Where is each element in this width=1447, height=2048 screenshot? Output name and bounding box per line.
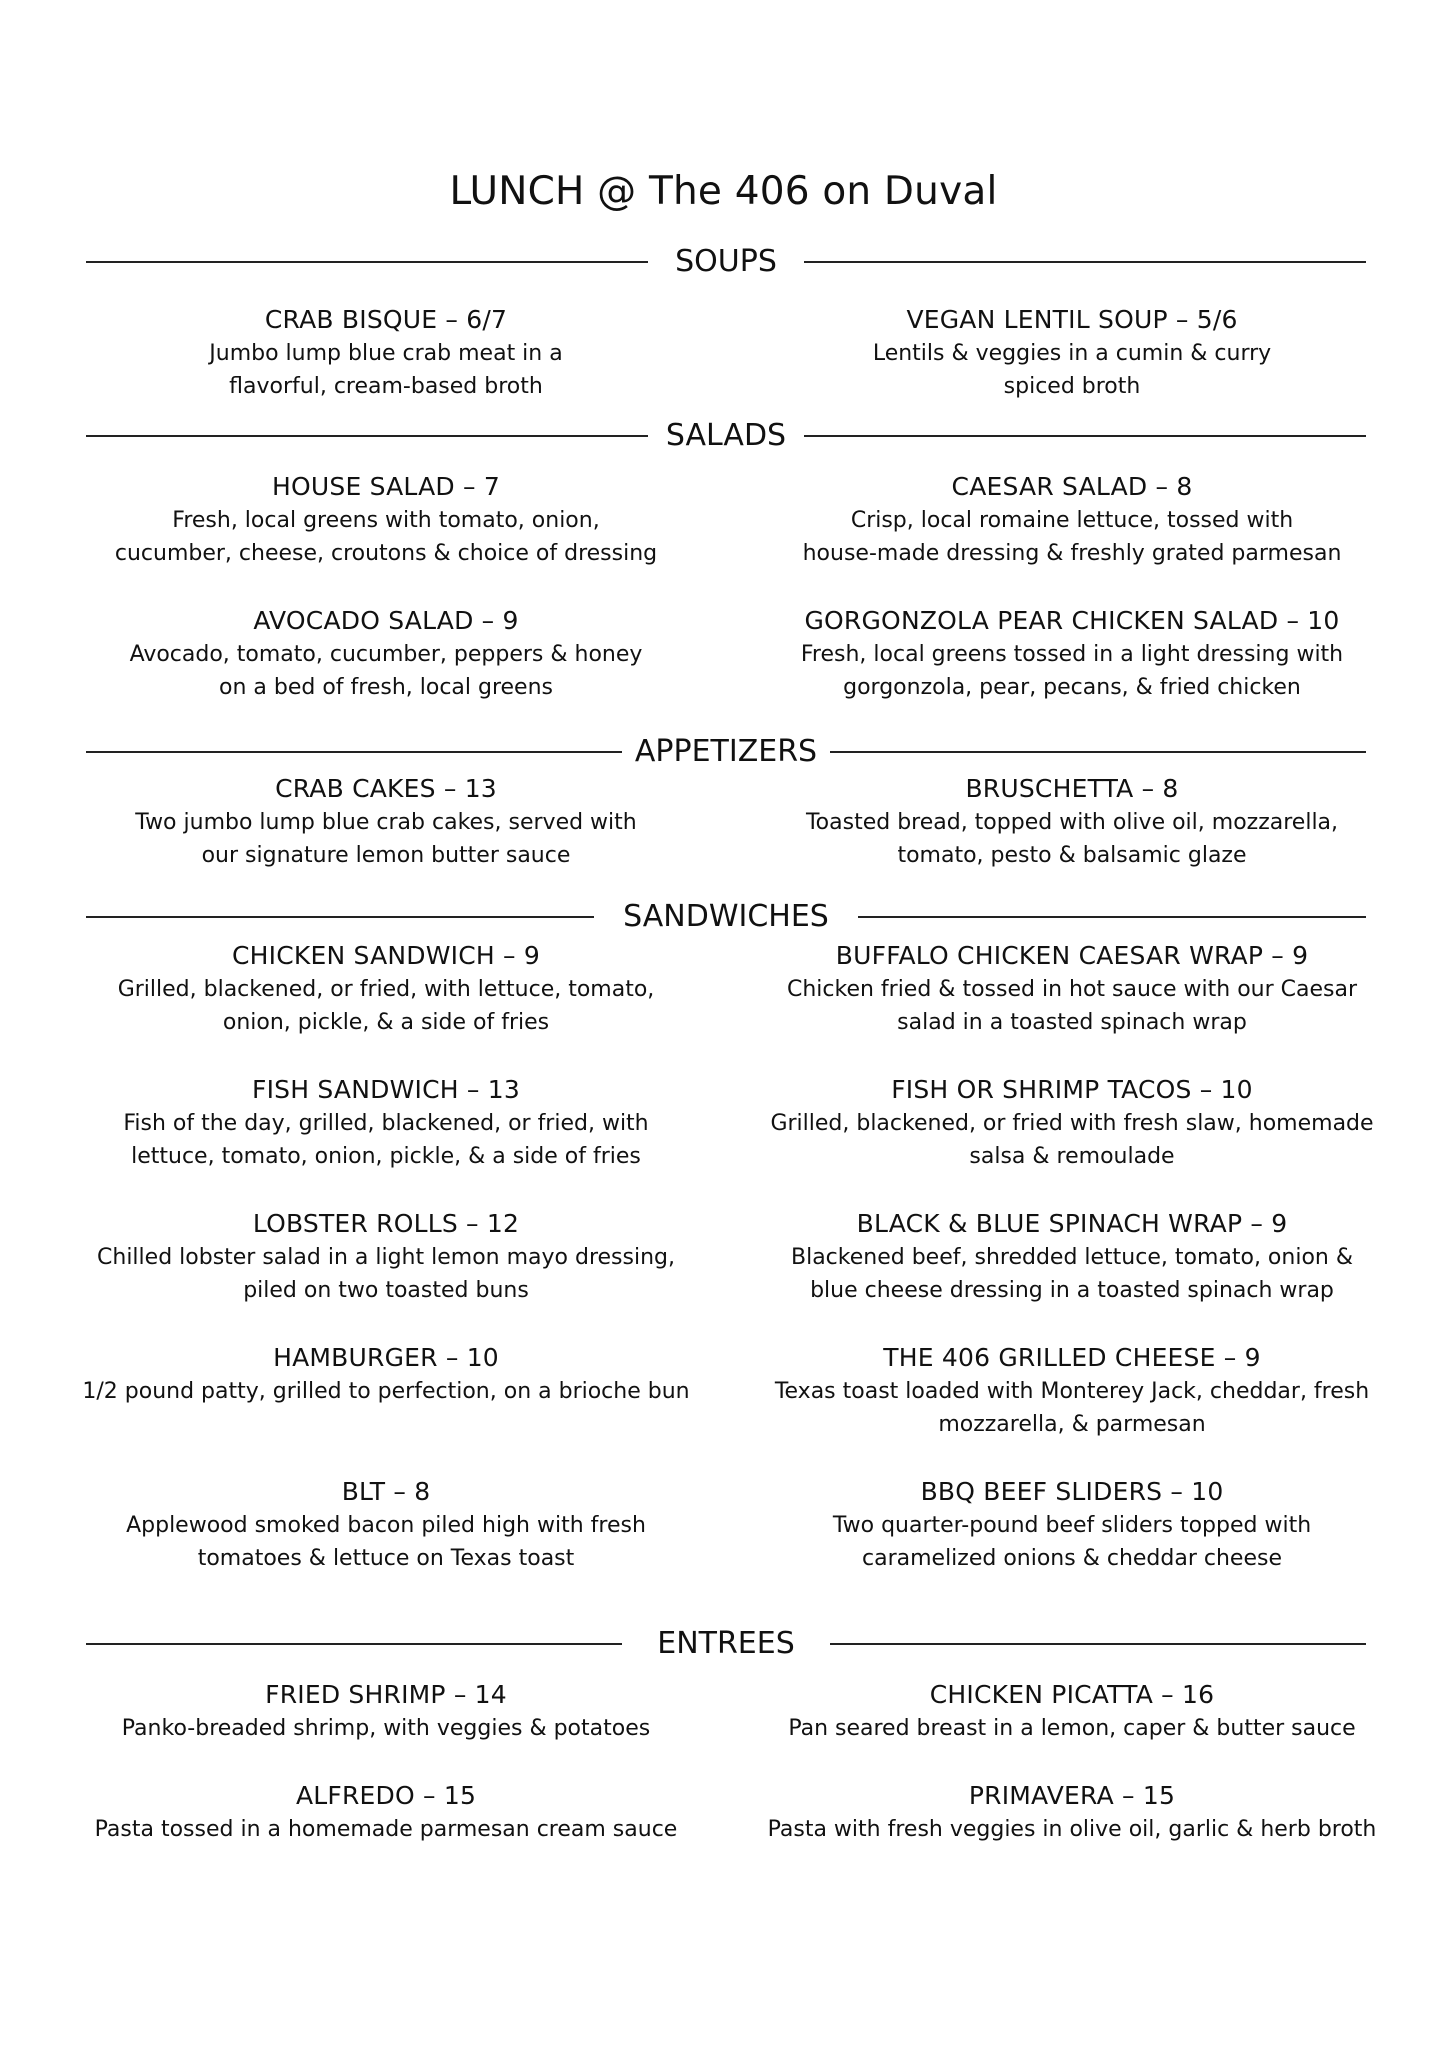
menu-item-desc: mozzarella, & parmesan	[938, 1412, 1206, 1437]
menu-item-name: FISH OR SHRIMP TACOS – 10	[891, 1075, 1253, 1104]
menu-item-desc: our signature lemon butter sauce	[201, 843, 571, 868]
menu-item-desc: Fish of the day, grilled, blackened, or fried, with	[123, 1111, 649, 1136]
menu-item-desc: spiced broth	[1003, 374, 1141, 399]
menu-item-desc: Applewood smoked bacon piled high with fresh	[126, 1513, 646, 1538]
menu-item-black-and-blue-spinach-wrap	[752, 1207, 1392, 1307]
section-header-soups	[86, 240, 1366, 284]
menu-item-chicken-sandwich	[66, 939, 706, 1039]
menu-item-desc: blue cheese dressing in a toasted spinach wrap	[810, 1278, 1334, 1303]
menu-item-desc: Fresh, local greens tossed in a light dressing with	[800, 642, 1344, 667]
menu-item-desc: salad in a toasted spinach wrap	[897, 1010, 1247, 1035]
menu-item-desc: Grilled, blackened, or fried with fresh slaw, homemade	[770, 1111, 1374, 1136]
menu-item-fish-sandwich	[66, 1073, 706, 1173]
menu-item-gorgonzola-pear-chicken-salad	[752, 604, 1392, 704]
menu-item-desc: on a bed of fresh, local greens	[218, 675, 554, 700]
menu-item-desc: Jumbo lump blue crab meat in a	[209, 341, 563, 366]
menu-item-desc: gorgonzola, pear, pecans, & fried chicken	[843, 675, 1301, 700]
menu-item-desc: Two quarter-pound beef sliders topped with	[832, 1513, 1312, 1538]
menu-item-caesar-salad	[752, 470, 1392, 570]
menu-item-desc: piled on two toasted buns	[243, 1278, 529, 1303]
menu-item-desc: Grilled, blackened, or fried, with lettuce, tomato,	[117, 977, 655, 1002]
section-title-sandwiches: SANDWICHES	[623, 899, 829, 934]
menu-item-hamburger	[66, 1341, 706, 1408]
menu-item-name: BLT – 8	[341, 1477, 431, 1506]
menu-item-name: BBQ BEEF SLIDERS – 10	[920, 1477, 1224, 1506]
menu-item-desc: lettuce, tomato, onion, pickle, & a side of fries	[131, 1144, 641, 1169]
menu-item-desc: Panko-breaded shrimp, with veggies & potatoes	[121, 1716, 651, 1741]
page-title: LUNCH @ The 406 on Duval	[449, 169, 998, 214]
section-header-appetizers	[86, 730, 1366, 774]
menu-item-lobster-rolls	[66, 1207, 706, 1307]
menu-item-name: CRAB BISQUE – 6/7	[264, 305, 508, 334]
menu-item-desc: cucumber, cheese, croutons & choice of dressing	[114, 541, 658, 566]
menu-item-avocado-salad	[66, 604, 706, 704]
menu-item-name: CAESAR SALAD – 8	[951, 472, 1193, 501]
divider-right	[804, 435, 1366, 437]
menu-item-name: BLACK & BLUE SPINACH WRAP – 9	[856, 1209, 1288, 1238]
menu-item-fried-shrimp	[66, 1678, 706, 1745]
menu-item-name: GORGONZOLA PEAR CHICKEN SALAD – 10	[804, 606, 1340, 635]
menu-item-name: THE 406 GRILLED CHEESE – 9	[883, 1343, 1261, 1372]
menu-item-name: CHICKEN PICATTA – 16	[929, 1680, 1215, 1709]
menu-item-fish-or-shrimp-tacos	[752, 1073, 1392, 1173]
menu-item-house-salad	[66, 470, 706, 570]
menu-item-blt	[66, 1475, 706, 1575]
menu-item-desc: tomato, pesto & balsamic glaze	[897, 843, 1247, 868]
menu-item-chicken-picatta	[752, 1678, 1392, 1745]
menu-item-name: CRAB CAKES – 13	[275, 774, 497, 803]
menu-item-desc: Pasta tossed in a homemade parmesan cream sauce	[94, 1817, 678, 1842]
section-header-sandwiches	[86, 895, 1366, 939]
menu-item-alfredo	[66, 1779, 706, 1846]
section-title-appetizers: APPETIZERS	[634, 734, 818, 769]
menu-item-desc: Blackened beef, shredded lettuce, tomato, onion &	[791, 1245, 1353, 1270]
menu-item-name: LOBSTER ROLLS – 12	[252, 1209, 520, 1238]
menu-item-vegan-lentil-soup	[752, 303, 1392, 403]
divider-right	[858, 916, 1366, 918]
menu-item-name: FRIED SHRIMP – 14	[265, 1680, 507, 1709]
menu-item-desc: Texas toast loaded with Monterey Jack, cheddar, fresh	[774, 1379, 1370, 1404]
menu-item-desc: flavorful, cream-based broth	[229, 374, 543, 399]
menu-item-name: FISH SANDWICH – 13	[252, 1075, 520, 1104]
menu-item-desc: Toasted bread, topped with olive oil, mozzarella,	[805, 810, 1339, 835]
menu-item-crab-cakes	[66, 772, 706, 872]
menu-item-buffalo-chicken-caesar-wrap	[752, 939, 1392, 1039]
menu-item-desc: Pan seared breast in a lemon, caper & butter sauce	[788, 1716, 1356, 1741]
menu-item-bbq-beef-sliders	[752, 1475, 1392, 1575]
menu-item-name: PRIMAVERA – 15	[968, 1781, 1176, 1810]
menu-item-name: BUFFALO CHICKEN CAESAR WRAP – 9	[835, 941, 1309, 970]
menu-item-406-grilled-cheese	[752, 1341, 1392, 1441]
menu-item-desc: Lentils & veggies in a cumin & curry	[872, 341, 1272, 366]
menu-item-desc: Avocado, tomato, cucumber, peppers & honey	[129, 642, 643, 667]
menu-item-desc: caramelized onions & cheddar cheese	[862, 1546, 1282, 1571]
menu-item-desc: house-made dressing & freshly grated parmesan	[802, 541, 1342, 566]
menu-item-desc: Pasta with fresh veggies in olive oil, garlic & herb broth	[767, 1817, 1377, 1842]
menu-item-desc: Crisp, local romaine lettuce, tossed with	[850, 508, 1294, 533]
menu-item-primavera	[752, 1779, 1392, 1846]
menu-item-desc: onion, pickle, & a side of fries	[222, 1010, 550, 1035]
menu-item-name: ALFREDO – 15	[295, 1781, 477, 1810]
section-header-salads	[86, 414, 1366, 458]
menu-item-desc: Fresh, local greens with tomato, onion,	[172, 508, 600, 533]
divider-right	[830, 751, 1366, 753]
section-title-salads: SALADS	[665, 418, 787, 453]
menu-item-name: CHICKEN SANDWICH – 9	[232, 941, 540, 970]
menu-item-crab-bisque	[66, 303, 706, 403]
menu-item-desc: tomatoes & lettuce on Texas toast	[197, 1546, 575, 1571]
section-header-entrees	[86, 1622, 1366, 1666]
menu-item-desc: Two jumbo lump blue crab cakes, served with	[135, 810, 637, 835]
section-title-soups: SOUPS	[675, 244, 777, 279]
menu-item-name: BRUSCHETTA – 8	[965, 774, 1179, 803]
menu-item-name: VEGAN LENTIL SOUP – 5/6	[906, 305, 1238, 334]
divider-right	[830, 1643, 1366, 1645]
menu-item-bruschetta	[752, 772, 1392, 872]
menu-item-name: HAMBURGER – 10	[273, 1343, 499, 1372]
menu-item-name: AVOCADO SALAD – 9	[253, 606, 519, 635]
menu-item-desc: 1/2 pound patty, grilled to perfection, on a brioche bun	[82, 1379, 690, 1404]
divider-right	[804, 261, 1366, 263]
section-title-entrees: ENTREES	[657, 1626, 795, 1661]
menu-item-desc: Chilled lobster salad in a light lemon mayo dressing,	[97, 1245, 675, 1270]
menu-item-desc: salsa & remoulade	[969, 1144, 1175, 1169]
menu-item-desc: Chicken fried & tossed in hot sauce with our Caesar	[786, 977, 1358, 1002]
menu-item-name: HOUSE SALAD – 7	[272, 472, 500, 501]
